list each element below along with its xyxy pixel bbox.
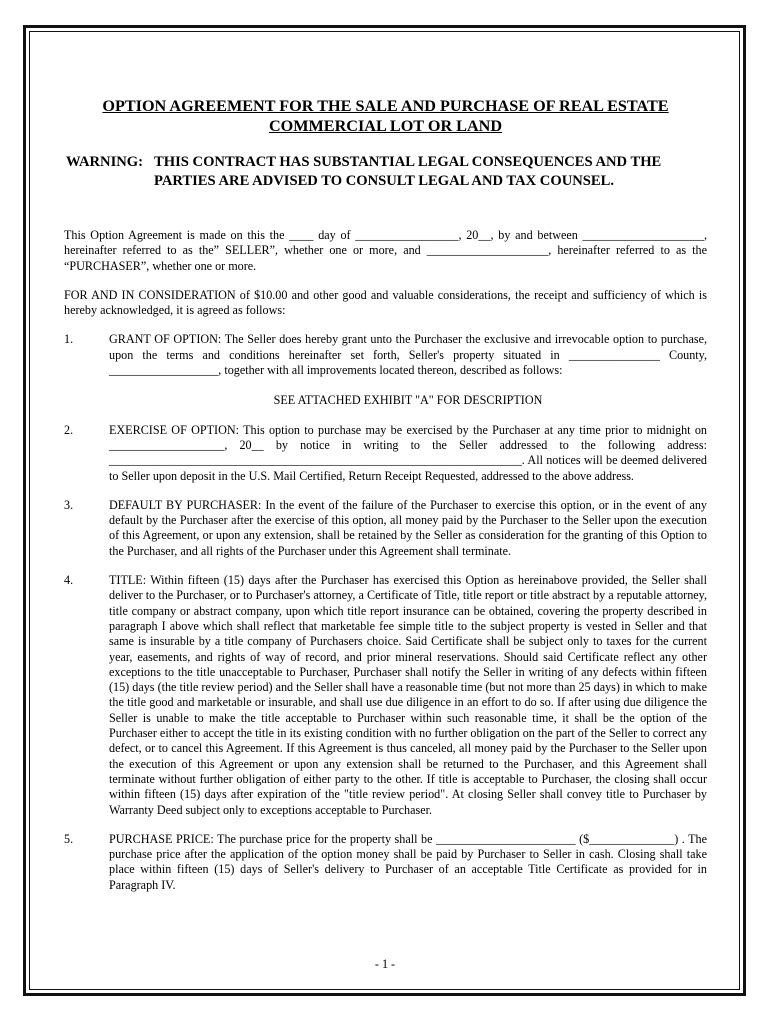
section-default-by-purchaser [64,498,707,559]
section-text: TITLE: Within fifteen (15) days after the Purchaser has exercised this Option as hereinabove provided, the Seller shall deliver to the Purchaser, or to Purchaser's attorney, a Certificate of Title, title report or title abstract by a reputable attorney, title company or abstract company, upon which title report insurance can be obtained, covering the property described in paragraph I above which shall reflect that marketable fee simple title to the subject property is vested in Seller and that same is insurable by a title company of Purchasers choice. Said Certificate shall be subject only to taxes for the current year, easements, and rights of way of record, and prior mineral reservations. Should said Certificate reflect any other exceptions to the title unacceptable to Purchaser, Purchaser shall notify the Seller in writing of any defects within fifteen (15) days (the title review period) and the Seller shall have a reasonable time (but not more than 25 days) in which to make the title good and marketable or insurable, and shall use due diligence in an effort to do so. If after using due diligence the Seller is unable to make the title acceptable to Purchaser within such reasonable time, it shall be the option of the Purchaser either to accept the title in its existing condition with no further obligation on the part of the Seller to correct any defect, or to cancel this Agreement. If this Agreement is thus canceled, all money paid by the Purchaser to the Seller upon the execution of this Agreement or upon any extension shall be returned to the Purchaser, and this Agreement shall terminate without further obligation of either party to the other. If title is acceptable to Purchaser, the closing shall occur within fifteen (15) days after expiration of the "title review period". At closing Seller shall convey title to Purchaser by Warranty Deed subject only to exceptions acceptable to Purchaser. [109,573,707,817]
page-number: - 1 - [374,957,396,971]
section-number: 5. [64,831,74,846]
section-grant-of-option [64,332,707,378]
title-line-1: OPTION AGREEMENT FOR THE SALE AND PURCHASE OF REAL ESTATE [102,97,669,115]
section-number: 3. [64,497,74,512]
section-purchase-price [64,832,707,893]
section-number: 2. [64,422,74,437]
section-title [64,573,707,818]
section-number: 1. [64,332,74,347]
section-number: 4. [64,573,74,588]
consideration-paragraph: FOR AND IN CONSIDERATION of $10.00 and other good and valuable considerations, the receipt and sufficiency of which is hereby acknowledged, it is agreed as follows: [64,287,707,318]
section-text: EXERCISE OF OPTION: This option to purchase may be exercised by the Purchaser at any time prior to midnight on ___________________, 20__ by notice in writing to the Seller addressed to the following address: ____________________________________________________________________. All notices will be deemed delivered to Seller upon deposit in the U.S. Mail Certified, Return Receipt Requested, addressed to the above address. [109,422,707,483]
section-exercise-of-option [64,423,707,484]
section-text: GRANT OF OPTION: The Seller does hereby grant unto the Purchaser the exclusive and irrevocable option to purchase, upon the terms and conditions hereinafter set forth, Seller's property situated in _______________ County, __________________, together with all improvements located thereon, described as follows: [109,332,707,378]
section-text: DEFAULT BY PURCHASER: In the event of the failure of the Purchaser to exercise this option, or in the event of any default by the Purchaser after the exercise of this option, all money paid by the Purchaser to the Seller upon the execution of this Agreement, or upon any extension, shall be retained by the Seller as consideration for the granting of this Option to the Purchaser, and all rights of the Purchaser under this Agreement shall terminate. [109,497,707,558]
exhibit-note: SEE ATTACHED EXHIBIT "A" FOR DESCRIPTION [273,393,543,408]
document-body [64,96,707,893]
warning-block [64,153,707,190]
document-title [64,96,707,136]
intro-paragraph: This Option Agreement is made on this the ____ day of _________________, 20__, by and between ____________________, hereinafter referred to as the” SELLER”, whether one or more, and ____________________, hereinafter referred to as the “PURCHASER”, whether one or more. [64,228,707,273]
warning-text: THIS CONTRACT HAS SUBSTANTIAL LEGAL CONSEQUENCES AND THE PARTIES ARE ADVISED TO CONSULT LEGAL AND TAX COUNSEL. [154,154,662,189]
section-text: PURCHASE PRICE: The purchase price for the property shall be _______________________ ($______________) . The purchase price after the application of the option money shall be paid by Purchaser to Seller in cash. Closing shall take place within fifteen (15) days of Seller's delivery to Purchaser of an acceptable Title Certificate as provided for in Paragraph IV. [109,831,707,892]
title-line-2: COMMERCIAL LOT OR LAND [268,117,503,135]
warning-label: WARNING: [66,154,144,170]
